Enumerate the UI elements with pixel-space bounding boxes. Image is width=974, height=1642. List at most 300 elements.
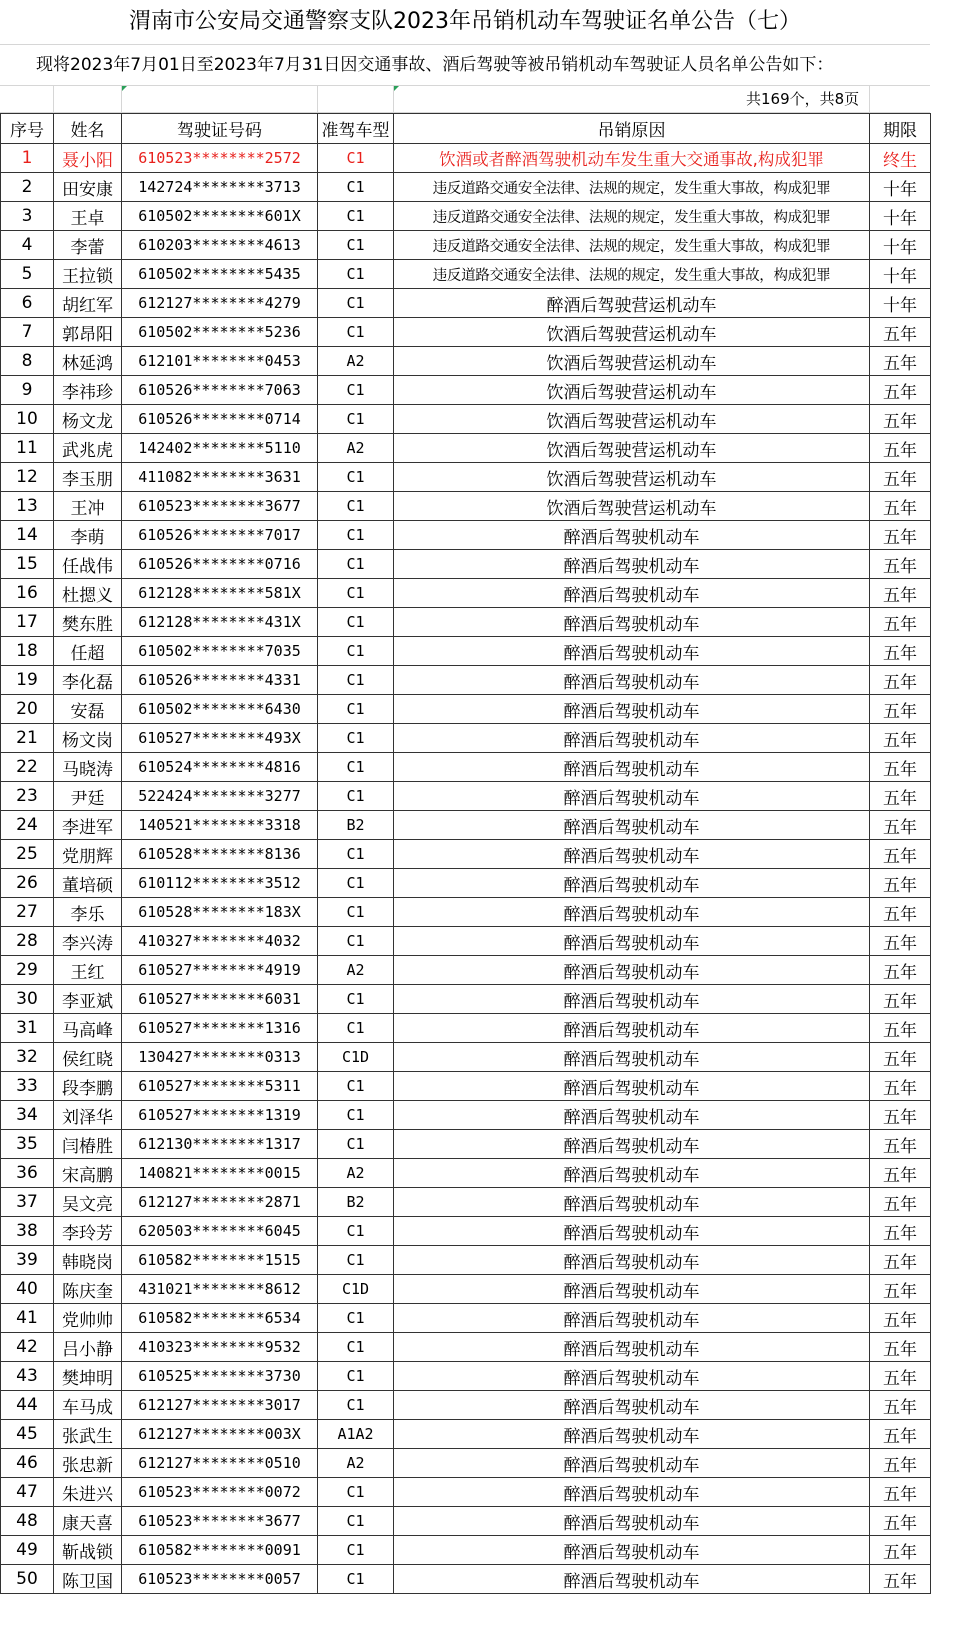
vehicle-class: B2 [318, 1188, 394, 1217]
person-name: 聂小阳 [54, 144, 122, 173]
person-name: 李亚斌 [54, 985, 122, 1014]
vehicle-class: C1 [318, 840, 394, 869]
table-row [1, 1217, 931, 1246]
license-number: 610502********5236 [122, 318, 318, 347]
row-number: 16 [1, 579, 54, 608]
row-number: 45 [1, 1420, 54, 1449]
revocation-term: 五年 [870, 1072, 931, 1101]
page-title: 渭南市公安局交通警察支队2023年吊销机动车驾驶证名单公告（七） [0, 0, 930, 45]
revocation-term: 五年 [870, 637, 931, 666]
license-number: 610523********0057 [122, 1565, 318, 1594]
row-number: 29 [1, 956, 54, 985]
revocation-term: 五年 [870, 811, 931, 840]
revocation-term: 五年 [870, 898, 931, 927]
vehicle-class: C1 [318, 463, 394, 492]
revocation-reason: 违反道路交通安全法律、法规的规定，发生重大事故，构成犯罪 [394, 231, 870, 260]
intro-text: 现将2023年7月01日至2023年7月31日因交通事故、酒后驾驶等被吊销机动车驾驶证人员名单公告如下： [0, 45, 930, 86]
table-row [1, 1246, 931, 1275]
vehicle-class: A2 [318, 347, 394, 376]
table-row [1, 724, 931, 753]
license-number: 142724********3713 [122, 173, 318, 202]
gridline [869, 86, 870, 112]
revocation-reason: 醉酒后驾驶机动车 [394, 1217, 870, 1246]
revocation-reason: 醉酒后驾驶机动车 [394, 1420, 870, 1449]
table-row [1, 318, 931, 347]
revocation-term: 十年 [870, 260, 931, 289]
gridline [317, 86, 318, 112]
vehicle-class: C1 [318, 1391, 394, 1420]
person-name: 武兆虎 [54, 434, 122, 463]
vehicle-class: C1 [318, 985, 394, 1014]
revocation-reason: 饮酒后驾驶营运机动车 [394, 405, 870, 434]
person-name: 段李鹏 [54, 1072, 122, 1101]
cell-comment-marker-icon [394, 86, 399, 91]
person-name: 王红 [54, 956, 122, 985]
row-number: 39 [1, 1246, 54, 1275]
revocation-term: 五年 [870, 1449, 931, 1478]
license-number: 610523********3677 [122, 1507, 318, 1536]
table-row [1, 463, 931, 492]
license-number: 610528********183X [122, 898, 318, 927]
license-number: 610582********0091 [122, 1536, 318, 1565]
revocation-term: 五年 [870, 1565, 931, 1594]
revocation-reason: 饮酒后驾驶营运机动车 [394, 434, 870, 463]
person-name: 林延鸿 [54, 347, 122, 376]
person-name: 吕小静 [54, 1333, 122, 1362]
license-number: 610524********4816 [122, 753, 318, 782]
license-number: 610526********0716 [122, 550, 318, 579]
license-number: 610502********601X [122, 202, 318, 231]
vehicle-class: C1 [318, 144, 394, 173]
license-number: 610527********1319 [122, 1101, 318, 1130]
license-number: 610523********2572 [122, 144, 318, 173]
row-number: 12 [1, 463, 54, 492]
vehicle-class: C1 [318, 376, 394, 405]
table-row [1, 927, 931, 956]
vehicle-class: C1 [318, 782, 394, 811]
person-name: 陈卫国 [54, 1565, 122, 1594]
revocation-term: 五年 [870, 405, 931, 434]
license-number: 522424********3277 [122, 782, 318, 811]
revocation-reason: 醉酒后驾驶机动车 [394, 840, 870, 869]
vehicle-class: C1 [318, 1246, 394, 1275]
revocation-reason: 醉酒后驾驶机动车 [394, 1362, 870, 1391]
row-number: 28 [1, 927, 54, 956]
header-vehicle-type: 准驾车型 [318, 114, 394, 144]
table-header-row [1, 114, 931, 144]
revocation-term: 十年 [870, 173, 931, 202]
revocation-term: 五年 [870, 521, 931, 550]
table-row [1, 753, 931, 782]
revocation-term: 五年 [870, 318, 931, 347]
revocation-term: 五年 [870, 753, 931, 782]
row-number: 24 [1, 811, 54, 840]
table-row [1, 637, 931, 666]
license-number: 610582********1515 [122, 1246, 318, 1275]
revocation-table [0, 113, 931, 1594]
revocation-reason: 醉酒后驾驶机动车 [394, 637, 870, 666]
revocation-reason: 饮酒后驾驶营运机动车 [394, 463, 870, 492]
vehicle-class: C1 [318, 898, 394, 927]
person-name: 李玲芳 [54, 1217, 122, 1246]
license-number: 610112********3512 [122, 869, 318, 898]
revocation-reason: 饮酒或者醉酒驾驶机动车发生重大交通事故,构成犯罪 [394, 144, 870, 173]
revocation-term: 五年 [870, 1333, 931, 1362]
person-name: 韩晓岗 [54, 1246, 122, 1275]
row-number: 27 [1, 898, 54, 927]
revocation-term: 五年 [870, 1304, 931, 1333]
revocation-term: 五年 [870, 1217, 931, 1246]
revocation-term: 五年 [870, 579, 931, 608]
vehicle-class: C1 [318, 1014, 394, 1043]
row-number: 13 [1, 492, 54, 521]
row-number: 6 [1, 289, 54, 318]
revocation-reason: 醉酒后驾驶机动车 [394, 666, 870, 695]
license-number: 610528********8136 [122, 840, 318, 869]
row-number: 5 [1, 260, 54, 289]
vehicle-class: C1D [318, 1043, 394, 1072]
person-name: 李蕾 [54, 231, 122, 260]
license-number: 610527********5311 [122, 1072, 318, 1101]
table-row [1, 840, 931, 869]
table-row [1, 1101, 931, 1130]
person-name: 马高峰 [54, 1014, 122, 1043]
revocation-term: 五年 [870, 1159, 931, 1188]
license-number: 140821********0015 [122, 1159, 318, 1188]
header-no: 序号 [1, 114, 54, 144]
license-number: 612128********581X [122, 579, 318, 608]
record-count: 共169个，共8页 [746, 90, 860, 108]
table-row [1, 434, 931, 463]
person-name: 杨文岗 [54, 724, 122, 753]
vehicle-class: C1 [318, 869, 394, 898]
license-number: 142402********5110 [122, 434, 318, 463]
person-name: 张武生 [54, 1420, 122, 1449]
row-number: 20 [1, 695, 54, 724]
revocation-reason: 饮酒后驾驶营运机动车 [394, 318, 870, 347]
revocation-reason: 醉酒后驾驶机动车 [394, 782, 870, 811]
revocation-reason: 醉酒后驾驶机动车 [394, 1130, 870, 1159]
revocation-term: 五年 [870, 956, 931, 985]
revocation-term: 五年 [870, 927, 931, 956]
table-row [1, 202, 931, 231]
revocation-term: 五年 [870, 608, 931, 637]
revocation-term: 五年 [870, 492, 931, 521]
row-number: 10 [1, 405, 54, 434]
row-number: 7 [1, 318, 54, 347]
row-number: 47 [1, 1478, 54, 1507]
person-name: 杨文龙 [54, 405, 122, 434]
table-row [1, 1304, 931, 1333]
table-row [1, 811, 931, 840]
revocation-reason: 违反道路交通安全法律、法规的规定，发生重大事故，构成犯罪 [394, 173, 870, 202]
person-name: 刘泽华 [54, 1101, 122, 1130]
person-name: 王冲 [54, 492, 122, 521]
vehicle-class: C1 [318, 550, 394, 579]
license-number: 610502********5435 [122, 260, 318, 289]
row-number: 40 [1, 1275, 54, 1304]
table-row [1, 1449, 931, 1478]
revocation-term: 五年 [870, 724, 931, 753]
vehicle-class: C1 [318, 405, 394, 434]
vehicle-class: A2 [318, 956, 394, 985]
row-number: 3 [1, 202, 54, 231]
row-number: 18 [1, 637, 54, 666]
revocation-reason: 饮酒后驾驶营运机动车 [394, 376, 870, 405]
revocation-term: 五年 [870, 347, 931, 376]
row-number: 11 [1, 434, 54, 463]
license-number: 612127********2871 [122, 1188, 318, 1217]
person-name: 张忠新 [54, 1449, 122, 1478]
row-number: 1 [1, 144, 54, 173]
table-row [1, 1536, 931, 1565]
revocation-term: 五年 [870, 869, 931, 898]
revocation-term: 五年 [870, 1391, 931, 1420]
table-row [1, 289, 931, 318]
revocation-term: 五年 [870, 1188, 931, 1217]
header-reason: 吊销原因 [394, 114, 870, 144]
vehicle-class: A2 [318, 1159, 394, 1188]
table-row [1, 1362, 931, 1391]
vehicle-class: C1 [318, 1507, 394, 1536]
license-number: 610523********0072 [122, 1478, 318, 1507]
vehicle-class: C1 [318, 1101, 394, 1130]
revocation-reason: 醉酒后驾驶机动车 [394, 521, 870, 550]
revocation-term: 五年 [870, 985, 931, 1014]
vehicle-class: C1 [318, 608, 394, 637]
row-number: 9 [1, 376, 54, 405]
table-row [1, 898, 931, 927]
license-number: 610527********4919 [122, 956, 318, 985]
revocation-term: 十年 [870, 202, 931, 231]
revocation-reason: 醉酒后驾驶机动车 [394, 811, 870, 840]
revocation-term: 五年 [870, 376, 931, 405]
table-row [1, 173, 931, 202]
revocation-reason: 醉酒后驾驶机动车 [394, 695, 870, 724]
person-name: 靳战锁 [54, 1536, 122, 1565]
vehicle-class: C1 [318, 927, 394, 956]
person-name: 樊坤明 [54, 1362, 122, 1391]
vehicle-class: C1 [318, 1072, 394, 1101]
person-name: 杜摁义 [54, 579, 122, 608]
license-number: 620503********6045 [122, 1217, 318, 1246]
person-name: 任超 [54, 637, 122, 666]
revocation-reason: 醉酒后驾驶机动车 [394, 550, 870, 579]
cell-comment-marker-icon [122, 86, 127, 91]
revocation-term: 十年 [870, 231, 931, 260]
revocation-term: 五年 [870, 695, 931, 724]
license-number: 610527********6031 [122, 985, 318, 1014]
revocation-reason: 醉酒后驾驶机动车 [394, 1536, 870, 1565]
table-row [1, 1507, 931, 1536]
table-row [1, 1159, 931, 1188]
license-number: 140521********3318 [122, 811, 318, 840]
person-name: 李兴涛 [54, 927, 122, 956]
table-row [1, 231, 931, 260]
vehicle-class: C1 [318, 289, 394, 318]
row-number: 19 [1, 666, 54, 695]
person-name: 李乐 [54, 898, 122, 927]
vehicle-class: A1A2 [318, 1420, 394, 1449]
person-name: 康天喜 [54, 1507, 122, 1536]
table-row [1, 550, 931, 579]
row-number: 42 [1, 1333, 54, 1362]
table-row [1, 666, 931, 695]
license-number: 610582********6534 [122, 1304, 318, 1333]
row-number: 37 [1, 1188, 54, 1217]
vehicle-class: C1D [318, 1275, 394, 1304]
row-number: 36 [1, 1159, 54, 1188]
vehicle-class: A2 [318, 434, 394, 463]
revocation-term: 五年 [870, 463, 931, 492]
person-name: 朱进兴 [54, 1478, 122, 1507]
revocation-reason: 醉酒后驾驶机动车 [394, 1304, 870, 1333]
row-number: 30 [1, 985, 54, 1014]
vehicle-class: C1 [318, 637, 394, 666]
revocation-reason: 醉酒后驾驶机动车 [394, 1014, 870, 1043]
license-number: 612127********0510 [122, 1449, 318, 1478]
table-row [1, 956, 931, 985]
revocation-reason: 醉酒后驾驶机动车 [394, 1246, 870, 1275]
table-row [1, 1391, 931, 1420]
vehicle-class: C1 [318, 1565, 394, 1594]
vehicle-class: C1 [318, 1333, 394, 1362]
table-row [1, 405, 931, 434]
revocation-term: 十年 [870, 289, 931, 318]
table-row [1, 869, 931, 898]
table-row [1, 376, 931, 405]
person-name: 李祎珍 [54, 376, 122, 405]
license-number: 410327********4032 [122, 927, 318, 956]
license-number: 130427********0313 [122, 1043, 318, 1072]
row-number: 22 [1, 753, 54, 782]
license-number: 612128********431X [122, 608, 318, 637]
header-name: 姓名 [54, 114, 122, 144]
revocation-term: 五年 [870, 1536, 931, 1565]
revocation-reason: 醉酒后驾驶机动车 [394, 985, 870, 1014]
revocation-term: 五年 [870, 1246, 931, 1275]
vehicle-class: C1 [318, 231, 394, 260]
revocation-reason: 醉酒后驾驶机动车 [394, 724, 870, 753]
revocation-reason: 醉酒后驾驶机动车 [394, 898, 870, 927]
license-number: 610523********3677 [122, 492, 318, 521]
table-row [1, 579, 931, 608]
table-row [1, 695, 931, 724]
table-row [1, 144, 931, 173]
license-number: 610527********493X [122, 724, 318, 753]
row-number: 48 [1, 1507, 54, 1536]
row-number: 35 [1, 1130, 54, 1159]
license-number: 610527********1316 [122, 1014, 318, 1043]
vehicle-class: C1 [318, 579, 394, 608]
vehicle-class: C1 [318, 1362, 394, 1391]
vehicle-class: C1 [318, 753, 394, 782]
table-row [1, 347, 931, 376]
license-number: 612127********4279 [122, 289, 318, 318]
table-row [1, 1072, 931, 1101]
revocation-reason: 醉酒后驾驶营运机动车 [394, 289, 870, 318]
person-name: 陈庆奎 [54, 1275, 122, 1304]
revocation-reason: 违反道路交通安全法律、法规的规定，发生重大事故，构成犯罪 [394, 202, 870, 231]
license-number: 612127********003X [122, 1420, 318, 1449]
revocation-term: 五年 [870, 1043, 931, 1072]
vehicle-class: A2 [318, 1449, 394, 1478]
row-number: 21 [1, 724, 54, 753]
license-number: 610525********3730 [122, 1362, 318, 1391]
table-row [1, 521, 931, 550]
license-number: 431021********8612 [122, 1275, 318, 1304]
revocation-reason: 醉酒后驾驶机动车 [394, 1478, 870, 1507]
table-row [1, 1043, 931, 1072]
revocation-reason: 醉酒后驾驶机动车 [394, 1333, 870, 1362]
person-name: 尹廷 [54, 782, 122, 811]
person-name: 闫椿胜 [54, 1130, 122, 1159]
revocation-reason: 醉酒后驾驶机动车 [394, 927, 870, 956]
table-row [1, 1188, 931, 1217]
person-name: 吴文亮 [54, 1188, 122, 1217]
header-term: 期限 [870, 114, 931, 144]
person-name: 樊东胜 [54, 608, 122, 637]
revocation-reason: 醉酒后驾驶机动车 [394, 956, 870, 985]
header-license: 驾驶证号码 [122, 114, 318, 144]
license-number: 411082********3631 [122, 463, 318, 492]
revocation-reason: 饮酒后驾驶营运机动车 [394, 492, 870, 521]
revocation-reason: 醉酒后驾驶机动车 [394, 1043, 870, 1072]
vehicle-class: C1 [318, 666, 394, 695]
revocation-term: 五年 [870, 1362, 931, 1391]
vehicle-class: C1 [318, 1130, 394, 1159]
person-name: 王拉锁 [54, 260, 122, 289]
revocation-term: 五年 [870, 840, 931, 869]
vehicle-class: C1 [318, 695, 394, 724]
revocation-term: 五年 [870, 1101, 931, 1130]
row-number: 25 [1, 840, 54, 869]
revocation-reason: 醉酒后驾驶机动车 [394, 579, 870, 608]
vehicle-class: C1 [318, 173, 394, 202]
count-row [0, 86, 930, 113]
vehicle-class: C1 [318, 202, 394, 231]
row-number: 41 [1, 1304, 54, 1333]
person-name: 车马成 [54, 1391, 122, 1420]
vehicle-class: C1 [318, 521, 394, 550]
row-number: 14 [1, 521, 54, 550]
vehicle-class: C1 [318, 260, 394, 289]
license-number: 610526********0714 [122, 405, 318, 434]
table-row [1, 782, 931, 811]
vehicle-class: C1 [318, 1217, 394, 1246]
row-number: 4 [1, 231, 54, 260]
revocation-reason: 醉酒后驾驶机动车 [394, 753, 870, 782]
person-name: 马晓涛 [54, 753, 122, 782]
vehicle-class: C1 [318, 1478, 394, 1507]
table-row [1, 1478, 931, 1507]
revocation-term: 五年 [870, 1478, 931, 1507]
vehicle-class: C1 [318, 724, 394, 753]
person-name: 任战伟 [54, 550, 122, 579]
revocation-reason: 醉酒后驾驶机动车 [394, 1391, 870, 1420]
revocation-term: 五年 [870, 434, 931, 463]
revocation-reason: 饮酒后驾驶营运机动车 [394, 347, 870, 376]
row-number: 32 [1, 1043, 54, 1072]
revocation-term: 五年 [870, 1507, 931, 1536]
revocation-reason: 违反道路交通安全法律、法规的规定，发生重大事故，构成犯罪 [394, 260, 870, 289]
license-number: 612101********0453 [122, 347, 318, 376]
revocation-term: 终生 [870, 144, 931, 173]
revocation-term: 五年 [870, 1130, 931, 1159]
revocation-reason: 醉酒后驾驶机动车 [394, 1072, 870, 1101]
person-name: 胡红军 [54, 289, 122, 318]
person-name: 郭昂阳 [54, 318, 122, 347]
